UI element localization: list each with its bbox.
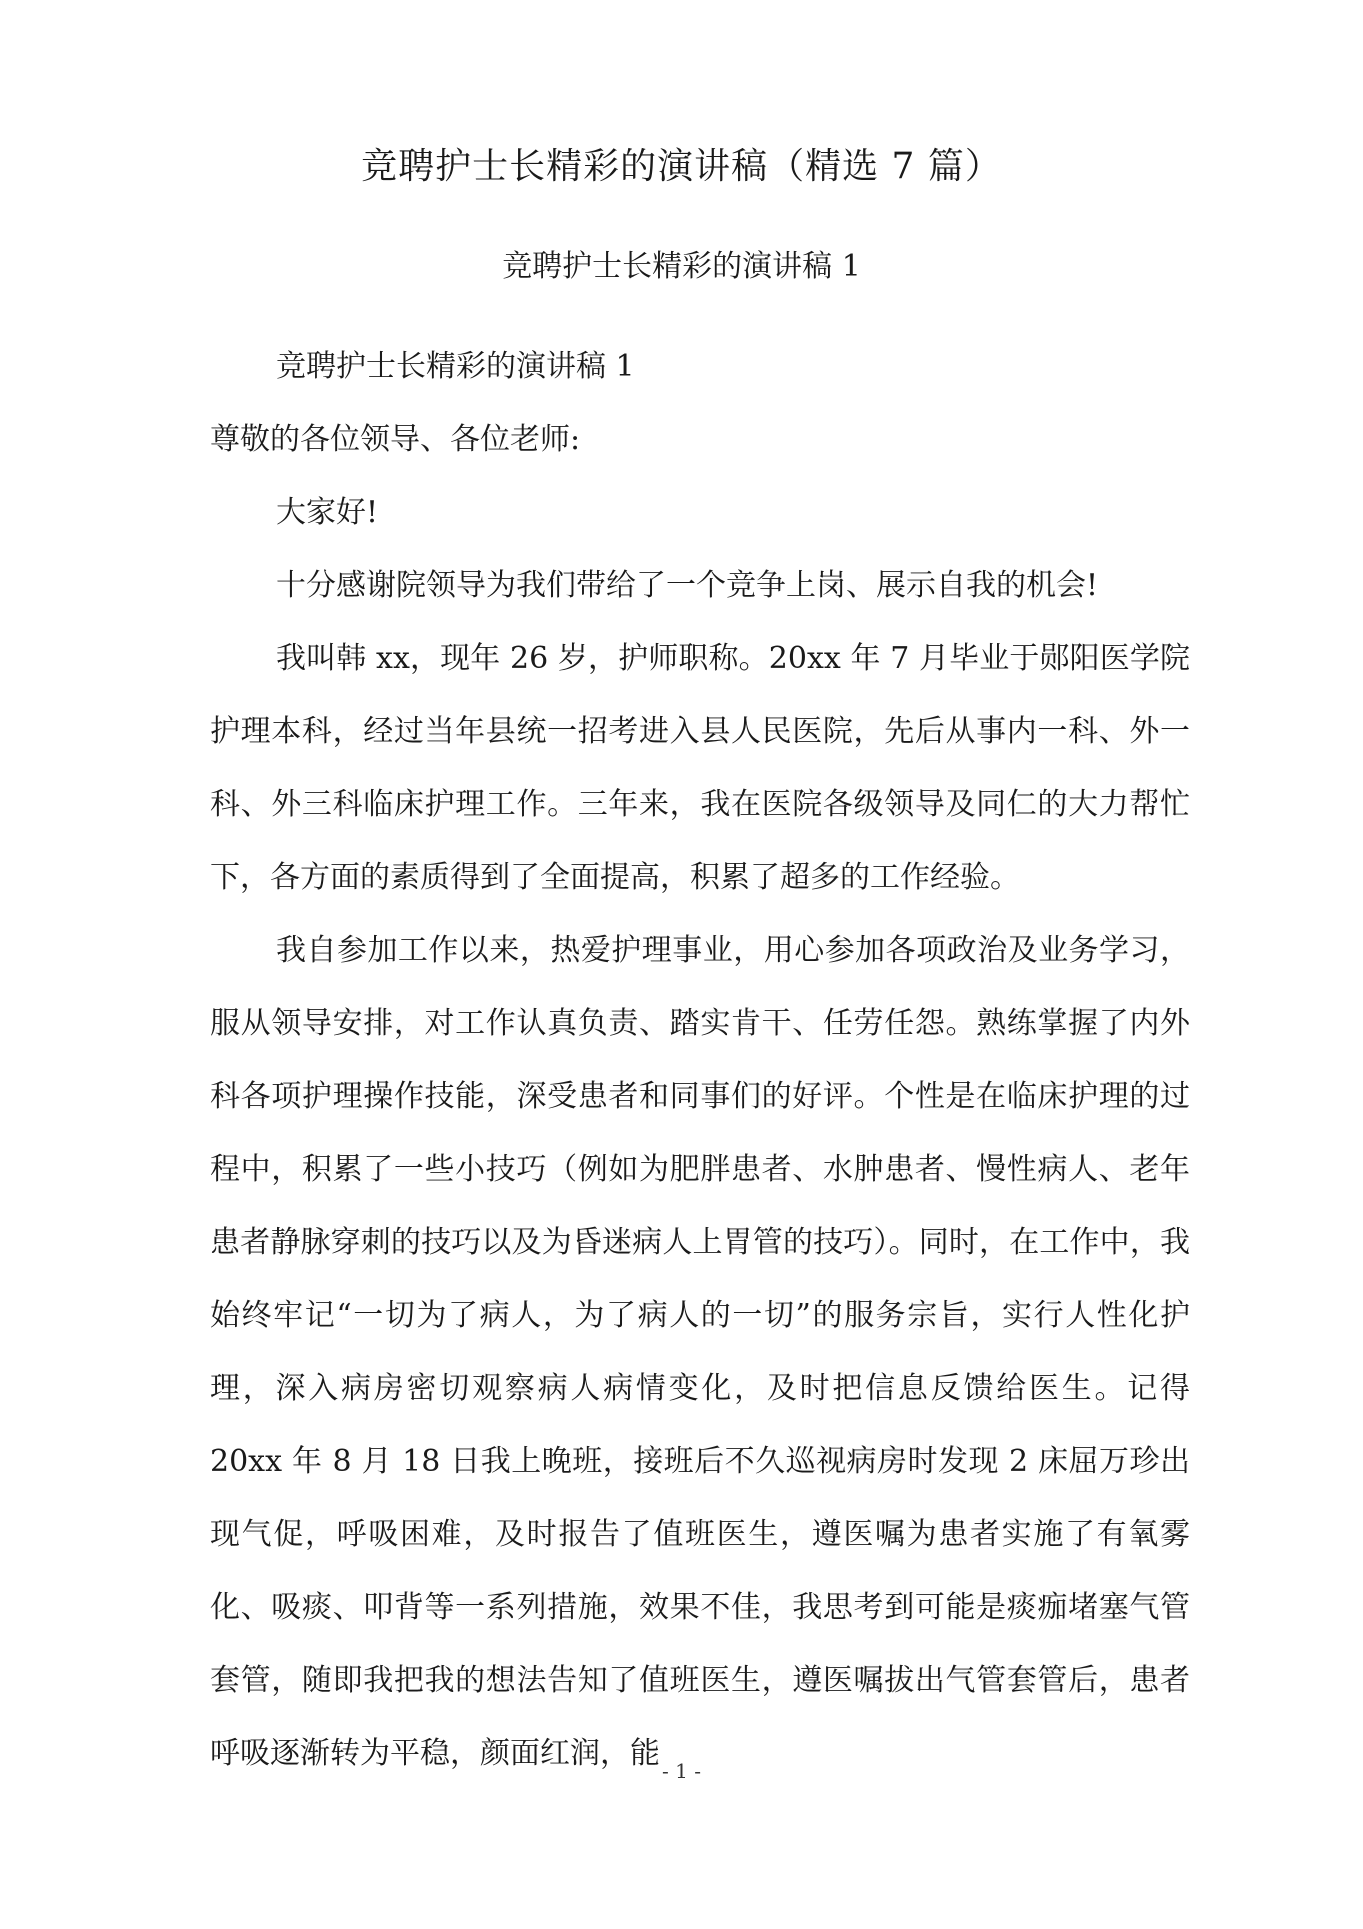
paragraph-thanks: 十分感谢院领导为我们带给了一个竞争上岗、展示自我的机会! <box>276 568 1099 603</box>
paragraph-heading: 竞聘护士长精彩的演讲稿 1 <box>276 349 635 384</box>
paragraph-experience: 我自参加工作以来，热爱护理事业，用心参加各项政治及业务学习，服从领导安排，对工作认真负责、踏实肯干、任劳任怨。熟练掌握了内外科各项护理操作技能，深受患者和同事们的好评。个性是在临床护理的过程中，积累了一些小技巧（例如为肥胖患者、水肿患者、慢性病人、老年患者静脉穿刺的技巧以及为昏迷病人上胃管的技巧）。同时，在工作中，我始终牢记“一切为了病人，为了病人的一切”的服务宗旨，实行人性化护理，深入病房密切观察病人病情变化，及时把信息反馈给医生。记得 20xx 年 8 月 18 日我上晚班，接班后不久巡视病房时发现 2 床屈万珍出现气促，呼吸困难，及时报告了值班医生，遵医嘱为患者实施了有氧雾化、吸痰、叩背等一系列措施，效果不佳，我思考到可能是痰痂堵塞气管套管，随即我把我的想法告知了值班医生，遵医嘱拔出气管套管后，患者呼吸逐渐转为平稳，颜面红润，能 <box>210 933 1190 1771</box>
paragraph-salutation: 尊敬的各位领导、各位老师: <box>210 422 581 457</box>
document-title: 竞聘护士长精彩的演讲稿（精选 7 篇） <box>361 146 1002 187</box>
document-body <box>210 330 1190 1790</box>
paragraph-greeting: 大家好! <box>276 495 379 530</box>
page-number: - 1 - <box>662 1759 701 1783</box>
paragraph-introduction: 我叫韩 xx，现年 26 岁，护师职称。20xx 年 7 月毕业于郧阳医学院护理本科，经过当年县统一招考进入县人民医院，先后从事内一科、外一科、外三科临床护理工作。三年来，我在医院各级领导及同仁的大力帮忙下，各方面的素质得到了全面提高，积累了超多的工作经验。 <box>210 641 1190 895</box>
section-title: 竞聘护士长精彩的演讲稿 1 <box>502 249 861 284</box>
